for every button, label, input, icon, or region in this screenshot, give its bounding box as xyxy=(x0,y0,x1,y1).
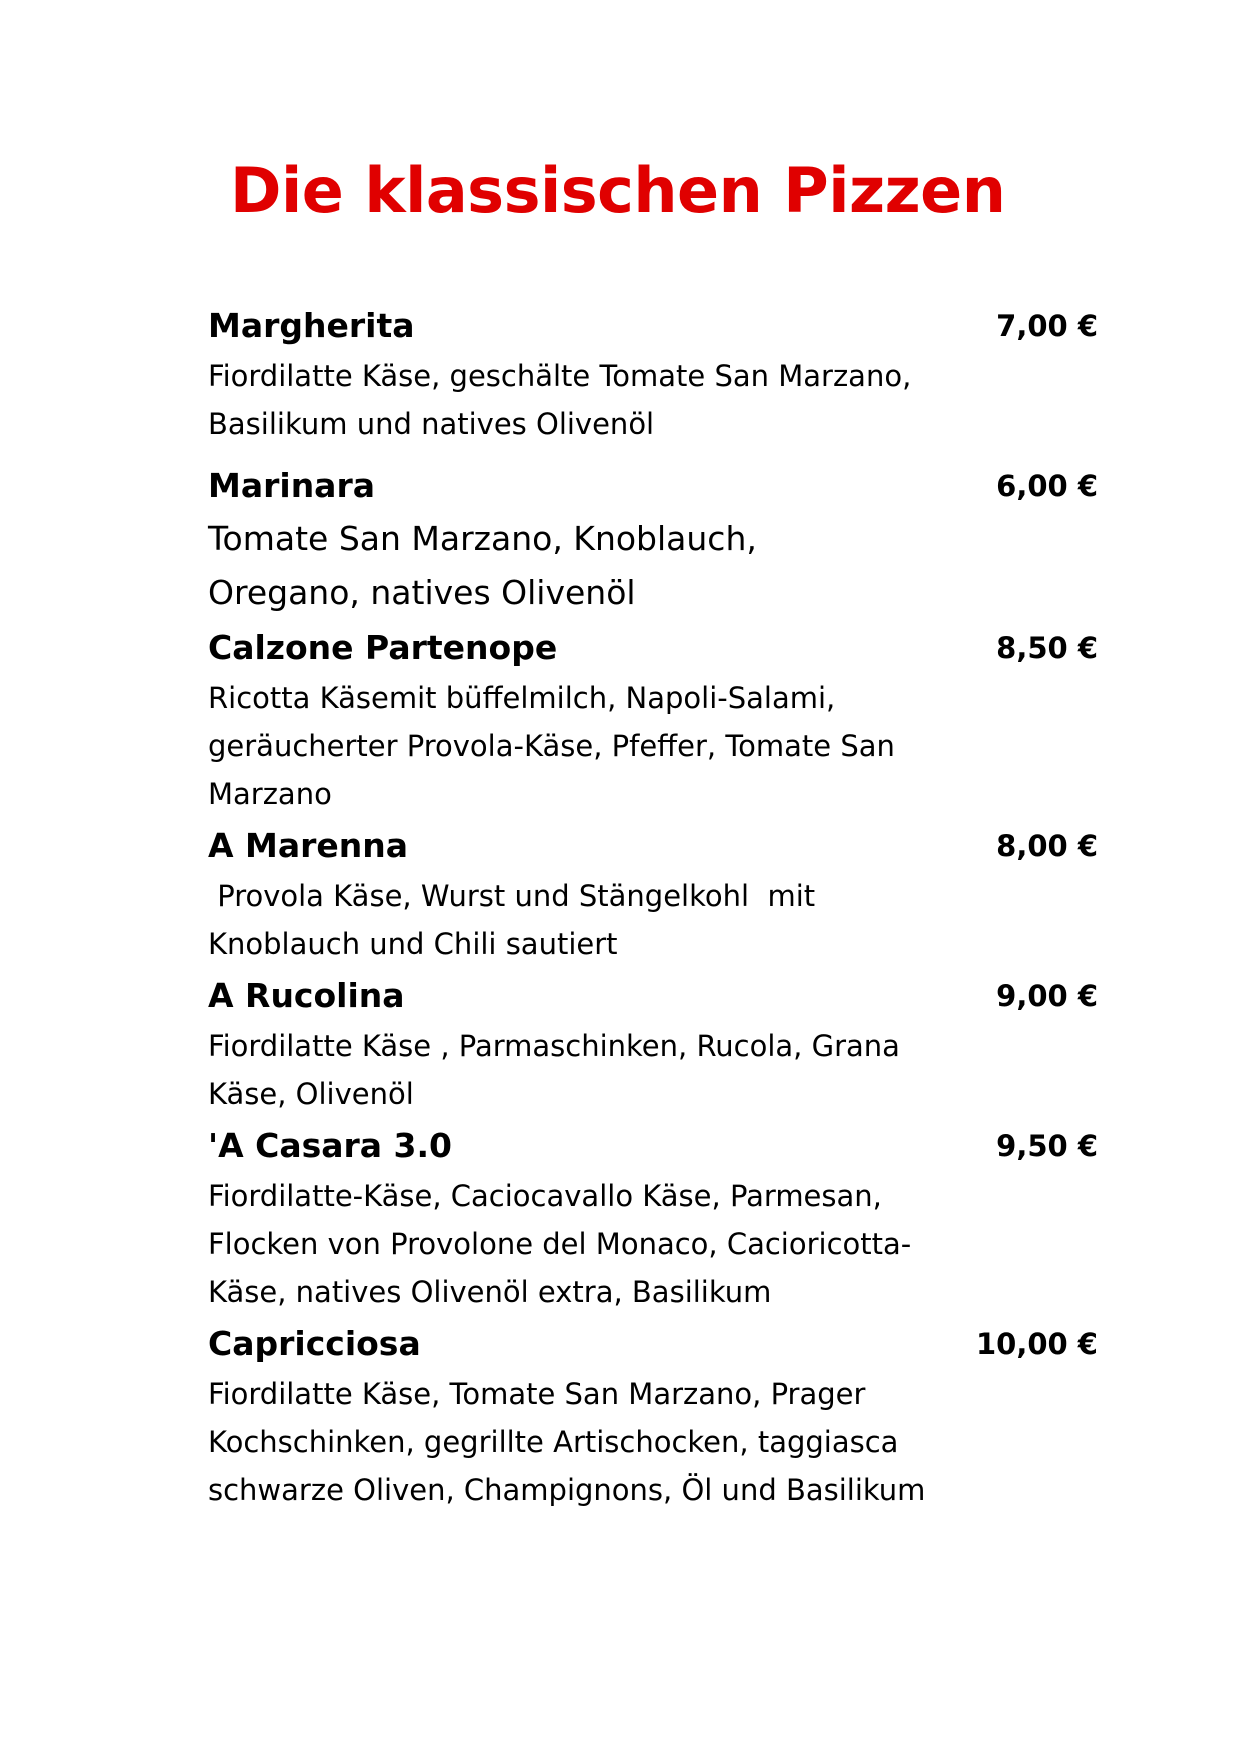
item-name: A Rucolina xyxy=(208,976,405,1015)
menu-item-capricciosa xyxy=(208,1318,1098,1514)
menu-item-a-rucolina xyxy=(208,970,1098,1118)
item-name: A Marenna xyxy=(208,826,409,865)
item-name: Marinara xyxy=(208,466,375,505)
item-price: 9,00 € xyxy=(996,979,1098,1013)
item-name: Capricciosa xyxy=(208,1324,421,1363)
item-price: 8,00 € xyxy=(996,829,1098,863)
item-name: Margherita xyxy=(208,306,415,345)
item-price: 9,50 € xyxy=(996,1129,1098,1163)
menu-item-margherita xyxy=(208,300,1098,448)
item-description: Tomate San Marzano, Knoblauch, Oregano, natives Olivenöl xyxy=(208,519,768,612)
item-price: 10,00 € xyxy=(975,1327,1098,1361)
item-description: Fiordilatte Käse , Parmaschinken, Rucola, Grana Käse, Olivenöl xyxy=(208,1029,910,1111)
item-price: 6,00 € xyxy=(996,469,1098,503)
pizza-menu-list xyxy=(208,300,1098,1516)
item-description: Fiordilatte Käse, geschälte Tomate San Marzano, Basilikum und natives Olivenöl xyxy=(208,359,921,441)
item-name: 'A Casara 3.0 xyxy=(208,1126,453,1165)
menu-item-calzone-partenope xyxy=(208,622,1098,818)
item-description: Provola Käse, Wurst und Stängelkohl mit Knoblauch und Chili sautiert xyxy=(208,879,825,961)
item-price: 8,50 € xyxy=(996,631,1098,665)
item-name: Calzone Partenope xyxy=(208,628,558,667)
item-description: Ricotta Käsemit büffelmilch, Napoli-Salami, geräucherter Provola-Käse, Pfeffer, Tomate San Marzano xyxy=(208,681,905,811)
page-title: Die klassischen Pizzen xyxy=(230,154,1006,227)
item-price: 7,00 € xyxy=(996,309,1098,343)
item-description: Fiordilatte-Käse, Caciocavallo Käse, Parmesan, Flocken von Provolone del Monaco, Cacioricotta-Käse, natives Olivenöl extra, Basilikum xyxy=(208,1179,912,1309)
menu-item-a-casara xyxy=(208,1120,1098,1316)
menu-item-marinara xyxy=(208,460,1098,620)
item-description: Fiordilatte Käse, Tomate San Marzano, Prager Kochschinken, gegrillte Artischocken, taggiasca schwarze Oliven, Champignons, Öl und Basilikum xyxy=(208,1377,926,1507)
menu-item-a-marenna xyxy=(208,820,1098,968)
